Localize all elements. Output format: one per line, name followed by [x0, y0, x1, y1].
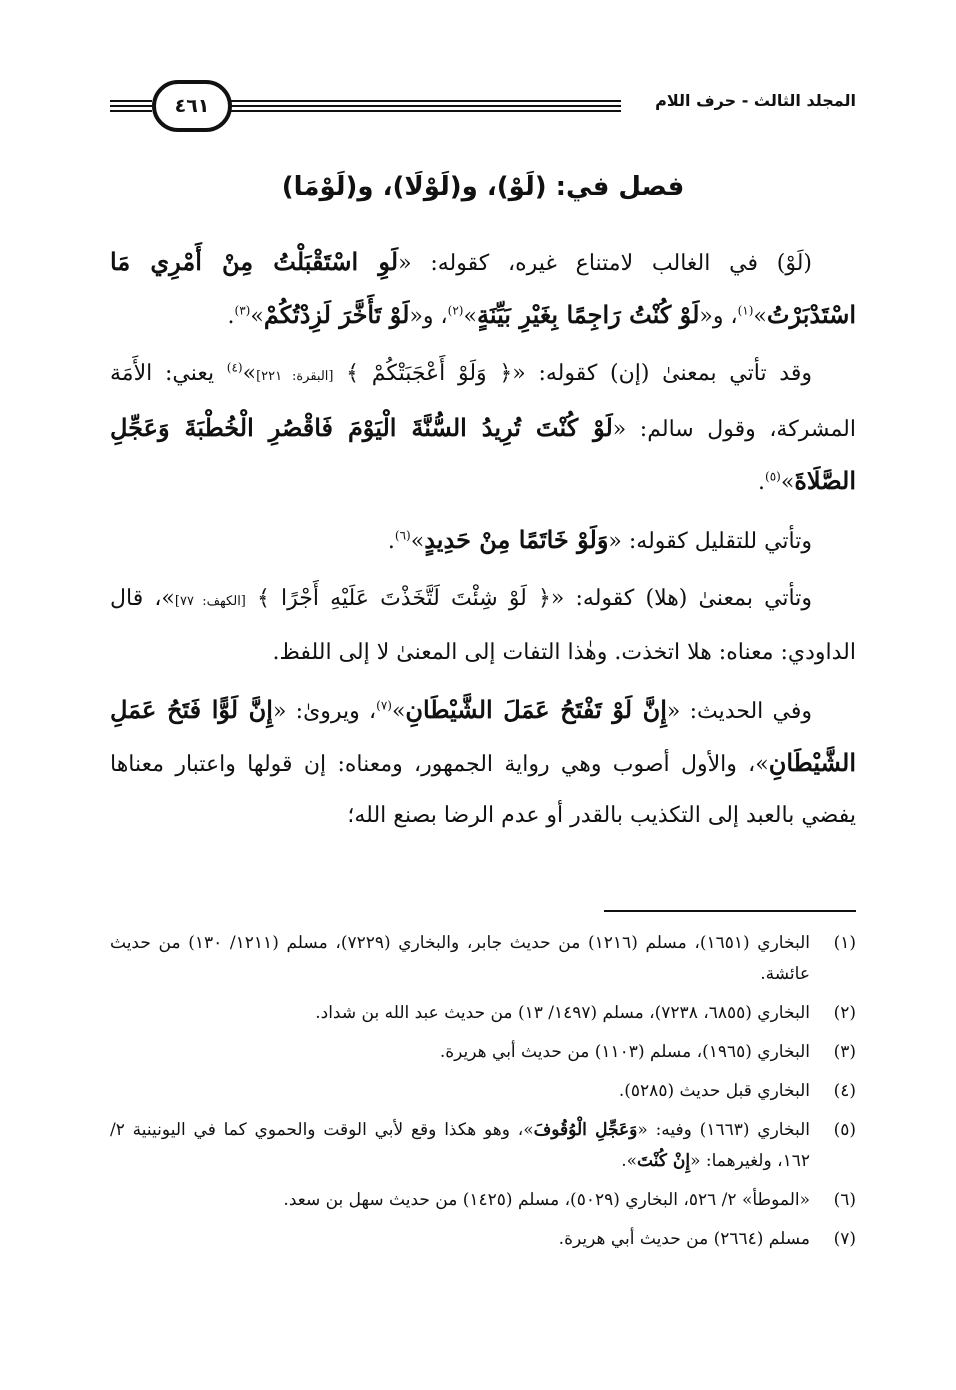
text-run: »، والأول أصوب وهي رواية الجمهور، ومعناه: إن قولها واعتبار معناها يفضي بالعبد إلى التكذيب بالقدر أو عدم الرضا بصنع الله؛ [110, 752, 856, 828]
hadith-quote: إِنَّ لَوْ تَفْتَحُ عَمَلَ الشَّيْطَانِ [405, 695, 667, 724]
footnote [110, 928, 856, 990]
hadith-quote: وَعَجِّلِ الْوُقُوفَ [533, 1120, 638, 1140]
hadith-quote: لَوْ كُنْتُ رَاجِمًا بِغَيْرِ بَيِّنَةٍ [476, 300, 700, 329]
text-run: ، ويروىٰ: « [272, 699, 377, 724]
footnote [110, 1185, 856, 1216]
footnote-text [110, 1115, 810, 1177]
footnote-marker: (٦) [394, 528, 411, 543]
quran-reference: [الكهف: ٧٧] [174, 594, 246, 609]
hadith-quote: وَلَوْ خَاتَمًا مِنْ حَدِيدٍ [424, 525, 609, 554]
text-run: ». [621, 1151, 638, 1171]
hadith-quote: لَوْ تَأَخَّرَ لَزِدْتُكُمْ [263, 300, 410, 329]
footnote [110, 998, 856, 1029]
footnote-marker: (٣) [234, 303, 251, 318]
text-run: » [753, 304, 767, 329]
text-run: ، و« [699, 304, 738, 329]
footnotes [110, 928, 856, 1263]
footnote-marker: (٢) [447, 303, 464, 318]
footnote-number: (١) [833, 933, 856, 953]
footnote-text: البخاري (١٦٥١)، مسلم (١٢١٦) من حديث جابر، والبخاري (٧٢٢٩)، مسلم (١٢١١/ ١٣٠) من حديث عائشة. [110, 933, 810, 984]
text-run: » [391, 699, 406, 724]
text-run: (لَوْ) في الغالب لامتناع غيره، كقوله: « [398, 251, 813, 276]
footnote-number: (٥) [833, 1120, 856, 1140]
page-number: ٤٦١ [152, 80, 232, 132]
running-title: المجلد الثالث - حرف اللام [655, 91, 856, 110]
paragraph [110, 573, 856, 678]
footnote-number: (٦) [833, 1190, 856, 1210]
paragraph [110, 684, 856, 841]
footnote-separator [604, 910, 856, 912]
text-run: »، وهو هكذا وقع لأبي الوقت والحموي كما في اليونينية ٢/ ١٦٢، ولغيرهما: « [110, 1120, 810, 1171]
hadith-quote: لَوْ كُنْتَ تُرِيدُ السُّنَّةَ الْيَوْمَ فَاقْصُرِ الْخُطْبَةَ وَعَجِّلِ الصَّلَاةَ [110, 413, 856, 495]
footnote-marker: (٧) [376, 698, 392, 713]
footnote-number: (٢) [833, 1003, 856, 1023]
text-run: » [780, 470, 795, 495]
footnote [110, 1115, 856, 1177]
text-run: » [250, 304, 264, 329]
footnote [110, 1224, 856, 1255]
text-run: » [463, 304, 477, 329]
hadith-quote: إِنَّ لَوًّا فَتَحُ عَمَلِ الشَّيْطَانِ [110, 695, 856, 777]
header-rule [190, 110, 621, 112]
header-rule [110, 110, 152, 112]
header-rule [110, 100, 152, 102]
header-rule [190, 100, 621, 102]
text-run: يعني: الأَمَة المشركة، وقول سالم: « [110, 361, 856, 442]
text-run: . [227, 304, 235, 329]
quran-reference: [البقرة: ٢٢١] [256, 369, 334, 384]
section-title: فصل في: (لَوْ)، و(لَوْلَا)، و(لَوْمَا) [281, 172, 685, 202]
text-run: البخاري (١٦٦٣) وفيه: « [637, 1120, 810, 1140]
header-rule [190, 105, 621, 107]
footnote-number: (٤) [833, 1081, 856, 1101]
footnote-text: «الموطأ» ٢/ ٥٢٦، البخاري (٥٠٢٩)، مسلم (١٤٢٥) من حديث سهل بن سعد. [283, 1190, 810, 1210]
text-run: » [242, 361, 257, 386]
text-run: . [758, 470, 766, 495]
text-run: . [387, 529, 395, 554]
footnote-text: مسلم (٢٦٦٤) من حديث أبي هريرة. [558, 1229, 810, 1249]
header-rule [110, 105, 152, 107]
paragraph [110, 348, 856, 508]
paragraph [110, 514, 856, 567]
text-run: وقد تأتي بمعنىٰ (إن) كقوله: «﴿ وَلَوْ أَعْجَبَتْكُمْ ﴾ [333, 361, 812, 386]
footnote-marker: (٤) [226, 360, 243, 375]
text-run: »، قال الداودي: معناه: هلا اتخذت. وهٰذا التفات إلى المعنىٰ لا إلى اللفظ. [110, 586, 856, 665]
footnote-text: البخاري قبل حديث (٥٢٨٥). [618, 1081, 810, 1101]
body-text [110, 236, 856, 847]
footnote-marker: (٥) [765, 469, 781, 484]
text-run: وفي الحديث: « [666, 699, 812, 724]
paragraph [110, 236, 856, 342]
footnote-number: (٣) [833, 1042, 856, 1062]
text-run: وتأتي بمعنىٰ (هلا) كقوله: «﴿ لَوْ شِئْتَ لَتَّخَذْتَ عَلَيْهِ أَجْرًا ﴾ [245, 586, 812, 611]
footnote-marker: (١) [737, 303, 754, 318]
text-run: وتأتي للتقليل كقوله: « [608, 529, 812, 554]
page-header [110, 74, 856, 138]
footnote [110, 1076, 856, 1107]
hadith-quote: لَوِ اسْتَقْبَلْتُ مِنْ أَمْرِي مَا اسْتَدْبَرْتُ [110, 247, 856, 329]
hadith-quote: إِنْ كُنْتَ [637, 1151, 691, 1171]
footnote-text: البخاري (١٩٦٥)، مسلم (١١٠٣) من حديث أبي هريرة. [439, 1042, 810, 1062]
footnote [110, 1037, 856, 1068]
text-run: ، و« [409, 304, 448, 329]
footnote-number: (٧) [833, 1229, 856, 1249]
footnote-text: البخاري (٦٨٥٥، ٧٢٣٨)، مسلم (١٤٩٧/ ١٣) من حديث عبد الله بن شداد. [315, 1003, 810, 1023]
text-run: » [410, 529, 425, 554]
